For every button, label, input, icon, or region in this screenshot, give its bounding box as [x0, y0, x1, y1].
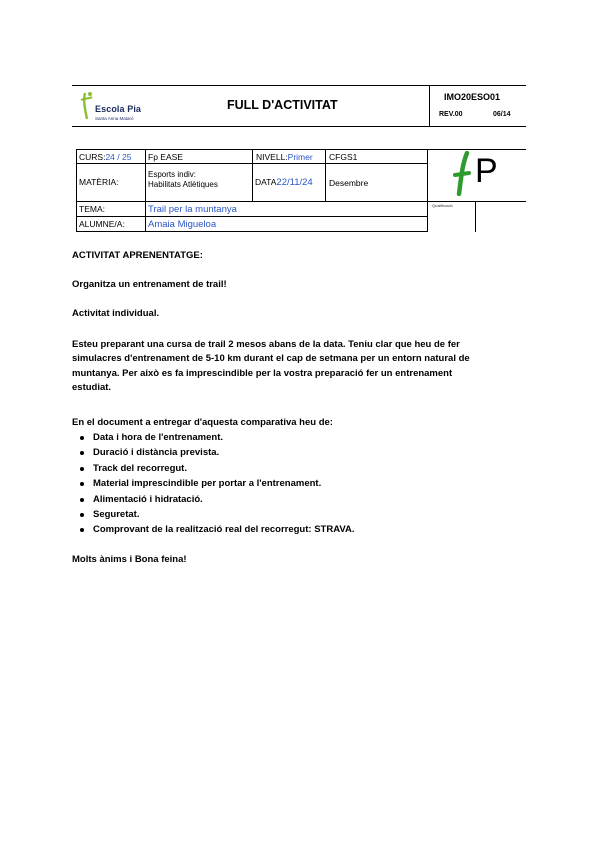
- curs-label: CURS:24 / 25: [79, 152, 132, 162]
- list-item: Data i hora de l'entrenament.: [72, 430, 355, 445]
- school-logo-icon: [78, 89, 96, 123]
- school-logo: [78, 89, 148, 123]
- activity-mode: Activitat individual.: [72, 308, 160, 319]
- document-code: IMO20ESO01: [444, 92, 501, 102]
- program-value: Fp EASE: [148, 152, 183, 162]
- school-subtitle: Santa Anna Mataró: [95, 116, 134, 121]
- closing-text: Molts ànims i Bona feina!: [72, 554, 187, 565]
- list-item: Track del recorregut.: [72, 461, 355, 476]
- nivell-label: NIVELL:Primer: [256, 152, 313, 162]
- activity-description: Esteu preparant una cursa de trail 2 mesos abans de la data. Teniu clar que heu de fer simulacres d'entrenament de 5-10 km durant el cap de setmana per un entorn natural de muntanya. Per això es fa imprescindible per la vostra preparació fer un entrenament estudiat.: [72, 339, 470, 394]
- alumne-label: ALUMNE/A:: [79, 219, 125, 229]
- materia-value: Esports indiv: Habilitats Atlètiques: [148, 170, 218, 189]
- activity-info-table: [76, 149, 526, 232]
- list-item: Material imprescindible per portar a l'entrenament.: [72, 476, 355, 491]
- document-title: FULL D'ACTIVITAT: [227, 98, 338, 112]
- activity-heading: ACTIVITAT APRENENTATGE:: [72, 250, 203, 261]
- data-label: DATA22/11/24: [255, 177, 313, 188]
- header-divider: [429, 86, 430, 126]
- document-page: 06/14: [493, 111, 511, 118]
- list-item: Comprovant de la realització real del recorregut: STRAVA.: [72, 522, 355, 537]
- alumne-value: Amaia Migueloa: [148, 219, 217, 230]
- list-item: Seguretat.: [72, 507, 355, 522]
- materia-label: MATÈRIA:: [79, 177, 119, 187]
- requirements-list: [72, 430, 355, 538]
- nivell-value: Primer: [287, 152, 313, 162]
- month-value: Desembre: [329, 178, 369, 188]
- list-item: Duració i distància prevista.: [72, 445, 355, 460]
- data-value: 22/11/24: [276, 177, 313, 188]
- document-revision: REV.00: [439, 111, 463, 118]
- activity-intro: Organitza un entrenament de trail!: [72, 279, 227, 290]
- list-intro: En el document a entregar d'aquesta comparativa heu de:: [72, 417, 333, 428]
- tema-label: TEMA:: [79, 204, 105, 214]
- school-name: Escola Pia: [95, 104, 142, 114]
- grade-label: Qualificació: [432, 203, 453, 208]
- curs-value: 24 / 25: [105, 152, 132, 162]
- fp-logo-letter: P: [475, 152, 498, 190]
- tema-value: Trail per la muntanya: [148, 204, 237, 215]
- list-item: Alimentació i hidratació.: [72, 492, 355, 507]
- cycle-value: CFGS1: [329, 152, 358, 162]
- document-header: [72, 85, 526, 127]
